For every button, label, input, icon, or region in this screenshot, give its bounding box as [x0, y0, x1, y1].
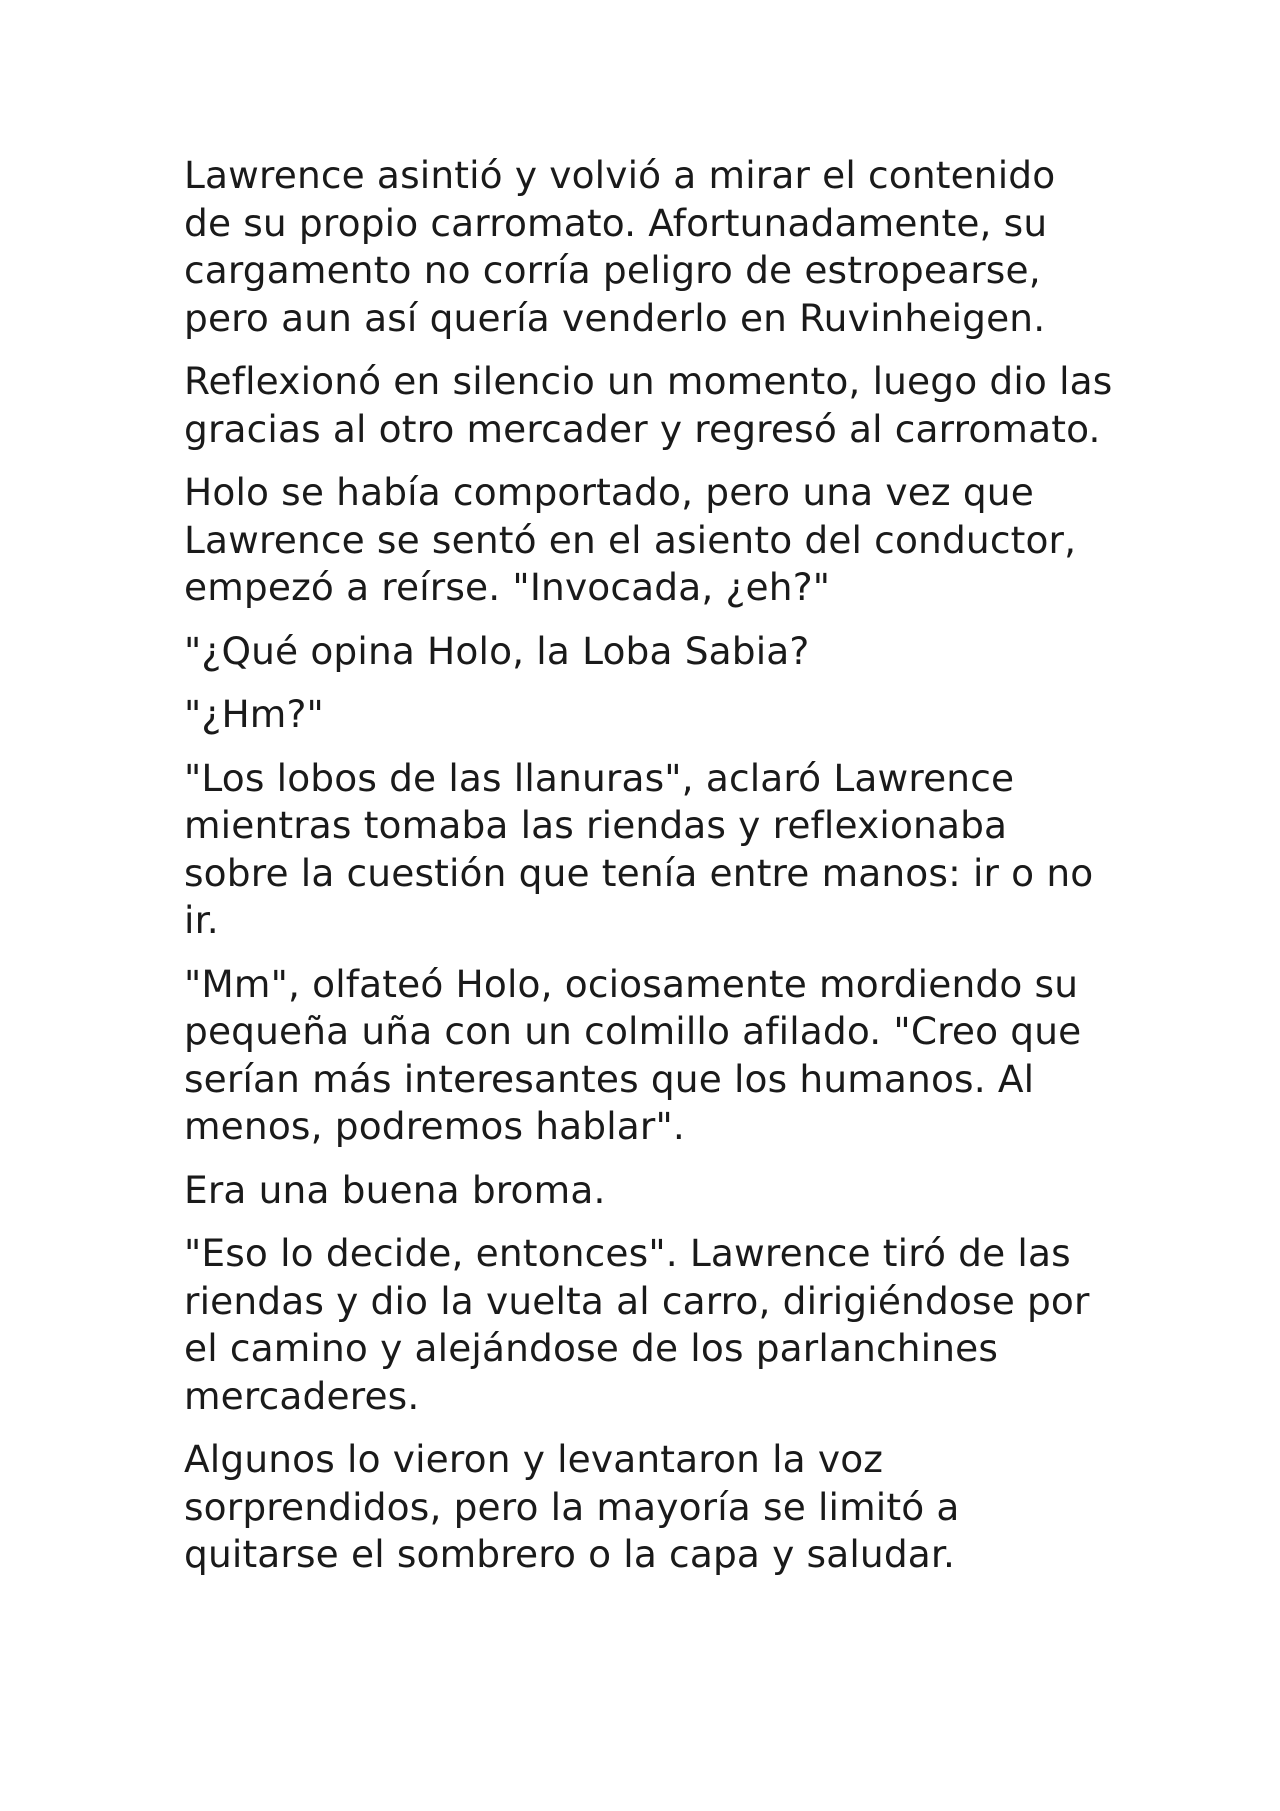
paragraph: "¿Qué opina Holo, la Loba Sabia?: [184, 628, 810, 673]
paragraph: "Mm", olfateó Holo, ociosamente mordiendo su pequeña uña con un colmillo afilado. "Creo que serían más interesantes que los humanos. Al menos, podremos hablar".: [184, 961, 1082, 1148]
paragraph: Era una buena broma.: [184, 1167, 606, 1212]
paragraph: "Eso lo decide, entonces". Lawrence tiró de las riendas y dio la vuelta al carro, dirigiéndose por el camino y alejándose de los parlanchines mercaderes.: [184, 1231, 1090, 1418]
paragraph: Reflexionó en silencio un momento, luego dio las gracias al otro mercader y regresó al carromato.: [184, 359, 1113, 451]
document-page: [184, 152, 1114, 1595]
paragraph: Lawrence asintió y volvió a mirar el contenido de su propio carromato. Afortunadamente, su cargamento no corría peligro de estropearse, pero aun así quería venderlo en Ruvinheigen.: [184, 153, 1056, 340]
paragraph: Algunos lo vieron y levantaron la voz sorprendidos, pero la mayoría se limitó a quitarse el sombrero o la capa y saludar.: [184, 1437, 960, 1576]
paragraph: Holo se había comportado, pero una vez que Lawrence se sentó en el asiento del conductor, empezó a reírse. "Invocada, ¿eh?": [184, 470, 1077, 609]
paragraph: "¿Hm?": [184, 692, 324, 736]
paragraph: "Los lobos de las llanuras", aclaró Lawrence mientras tomaba las riendas y reflexionaba sobre la cuestión que tenía entre manos: ir o no ir.: [184, 755, 1094, 942]
